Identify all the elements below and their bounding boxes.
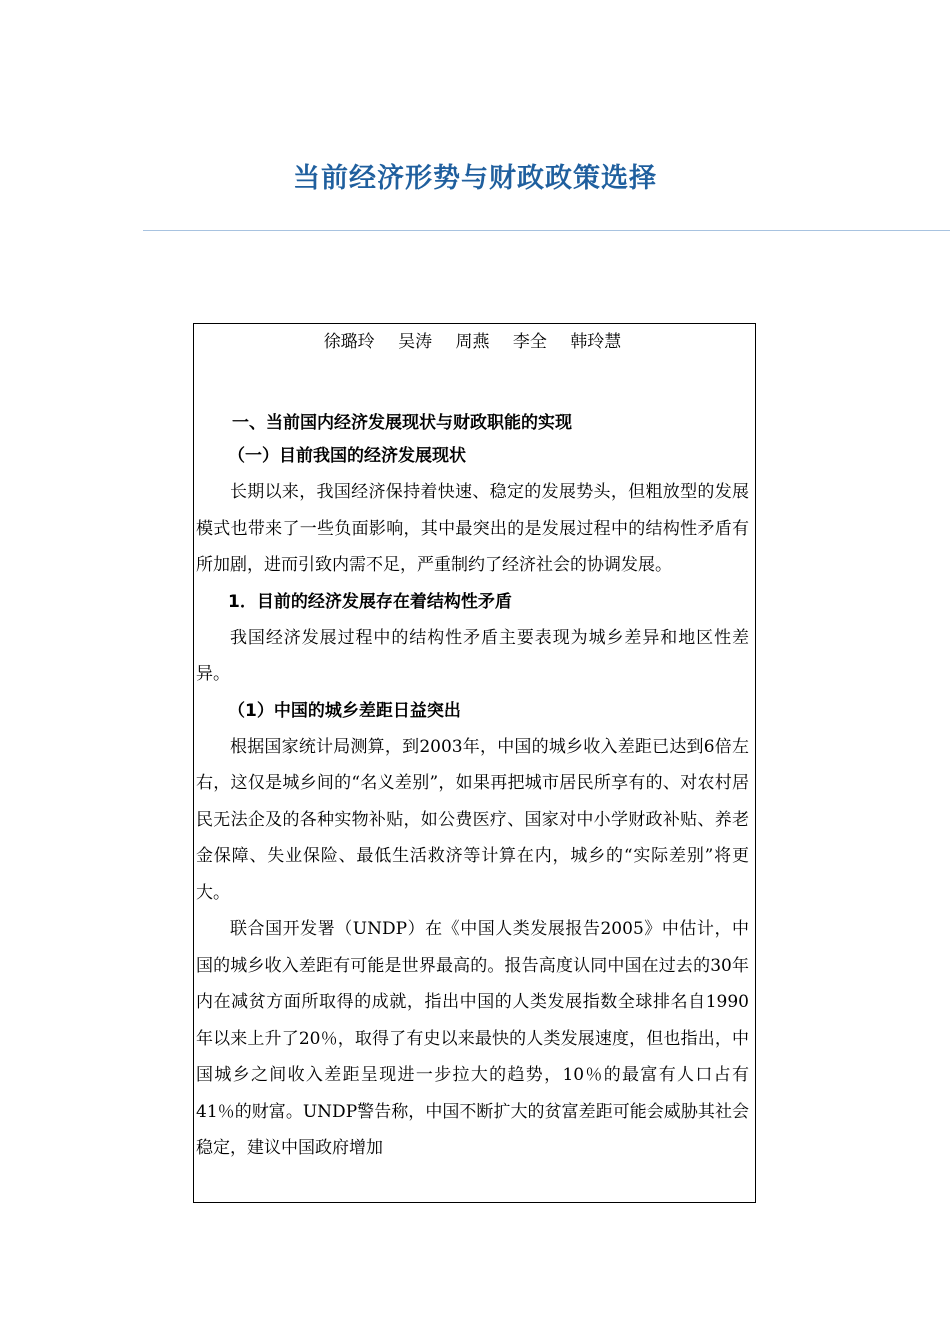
document-title: 当前经济形势与财政政策选择: [293, 163, 657, 194]
title-divider: [143, 230, 950, 231]
sub-point-heading: （1）中国的城乡差距日益突出: [228, 700, 461, 721]
body-paragraph: 长期以来，我国经济保持着快速、稳定的发展势头，但粗放型的发展模式也带来了一些负面影响，其中最突出的是发展过程中的结构性矛盾有所加剧，进而引致内需不足，严重制约了经济社会的协调发展。: [196, 482, 749, 575]
author-name: 徐璐玲: [323, 332, 375, 352]
body-paragraph: 根据国家统计局测算，到2003年，中国的城乡收入差距已达到6倍左右，这仅是城乡间的“名义差别”，如果再把城市居民所享有的、对农村居民无法企及的各种实物补贴，如公费医疗、国家对中小学财政补贴、养老金保障、失业保险、最低生活救济等计算在内，城乡的“实际差别”将更大。: [196, 736, 749, 903]
section-heading: 一、当前国内经济发展现状与财政职能的实现: [232, 413, 572, 433]
author-name: 李全: [512, 332, 547, 352]
author-name: 周燕: [455, 332, 490, 352]
point-heading: 1．目前的经济发展存在着结构性矛盾: [228, 591, 512, 612]
author-name: 韩玲慧: [570, 332, 622, 352]
body-paragraph: 我国经济发展过程中的结构性矛盾主要表现为城乡差异和地区性差异。: [196, 627, 749, 684]
body-paragraph: 联合国开发署（UNDP）在《中国人类发展报告2005》中估计，中国的城乡收入差距有可能是世界最高的。报告高度认同中国在过去的30年内在减贫方面所取得的成就，指出中国的人类发展指数全球排名自1990年以来上升了20％，取得了有史以来最快的人类发展速度，但也指出，中国城乡之间收入差距呈现进一步拉大的趋势，10％的最富有人口占有41％的财富。UNDP警告称，中国不断扩大的贫富差距可能会威胁其社会稳定，建议中国政府增加: [196, 919, 749, 1158]
subsection-heading: （一）目前我国的经济发展现状: [228, 446, 466, 466]
author-name: 吴涛: [398, 332, 433, 352]
author-list: [196, 328, 749, 356]
content-box: [193, 323, 756, 1203]
